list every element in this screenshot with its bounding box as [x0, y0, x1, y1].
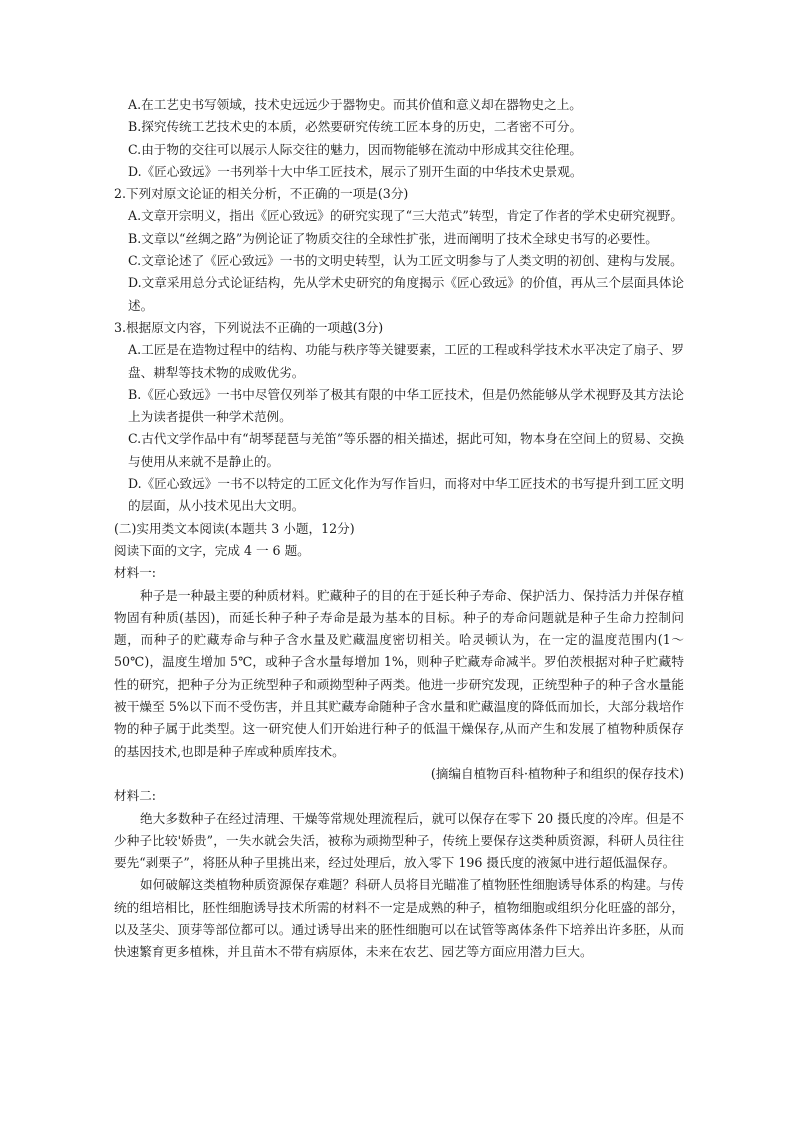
exam-page	[114, 94, 684, 964]
material2-label: 材料二:	[114, 788, 157, 804]
material1-body: 种子是一种最主要的种质材料。贮藏种子的目的在于延长种子寿命、保护活力、保持活力并保存植物固有种质(基因)，而延长种子种子寿命是最为基本的目标。种子的寿命问题就是种子生命力控制问题，而种子的贮藏寿命与种子含水量及贮藏温度密切相关。哈灵顿认为，在一定的温度范围内(1～50℃)，温度生增加 5℃，或种子含水量每增加 1%，则种子贮藏寿命减半。罗伯茨根据对种子贮藏特性的研究，把种子分为正统型种子和顽拗型种子两类。他进一步研究发现，正统型种子的种子含水量能被干燥至 5%以下而不受伤害，并且其贮藏寿命随种子含水量和贮藏温度的降低而加长，大部分栽培作物的种子属于此类型。这一研究使人们开始进行种子的低温干燥保存,从而产生和发展了植物种质保存的基因技术,也即是种子库或种质库技术。	[114, 587, 684, 759]
q3-option-b: B.《匠心致远》一书中尽管仅列举了极其有限的中华工匠技术，但是仍然能够从学术视野及其方法论上为读者提供一种学术范例。	[128, 386, 684, 425]
q2-stem: 2.下列对原文论证的相关分析，不正确的一项是(3分)	[114, 186, 409, 202]
q2-option-c: C.文章论述了《匠心致远》一书的文明史转型，认为工匠文明参与了人类文明的初创、建构与发展。	[128, 253, 683, 269]
material2-paragraph-2: 如何破解这类植物种质资源保存难题？科研人员将目光瞄准了植物胚性细胞诱导体系的构建。与传统的组培相比，胚性细胞诱导技术所需的材料不一定是成熟的种子，植物细胞或组织分化旺盛的部分，以及茎尖、顶芽等部位都可以。通过诱导出来的胚性细胞可以在试管等离体条件下培养出许多胚，从而快速繁育更多植株，并且苗木不带有病原体，未来在农艺、园艺等方面应用潜力巨大。	[114, 877, 684, 960]
material1-source: (摘编自植物百科·植物种子和组织的保存技术)	[430, 765, 684, 781]
q2-option-b: B.文章以“丝绸之路”为例论证了物质交往的全球性扩张，进而阐明了技术全球史书写的必要性。	[128, 230, 658, 246]
q2-option-a: A.文章开宗明义，指出《匠心致远》的研究实现了“三大范式”转型，肯定了作者的学术史研究视野。	[128, 208, 683, 224]
q3-stem: 3.根据原文内容，下列说法不正确的一项越(3分)	[114, 319, 384, 335]
material2-paragraph-1: 绝大多数种子在经过清理、干燥等常规处理流程后，就可以保存在零下 20 摄氏度的冷库。但是不少种子比较'娇贵”，一失水就会失活，被称为顽拗型种子，传统上要保存这类种质资源，科研人员往往要先“剥栗子”，将胚从种子里挑出来，经过处理后，放入零下 196 摄氏度的液氮中进行超低温保存。	[114, 810, 684, 871]
q3-option-d: D.《匠心致远》一书不以特定的工匠文化作为写作旨归，而将对中华工匠技术的书写提升到工匠文明的层面，从小技术见出大文明。	[128, 476, 684, 514]
q3-option-a: A.工匠是在造物过程中的结构、功能与秩序等关键要素，工匠的工程或科学技术水平决定了扇子、罗盘、耕犁等技术物的成败优劣。	[128, 342, 684, 380]
q1-option-c: C.由于物的交往可以展示人际交往的魅力，因而物能够在流动中形成其交往伦理。	[128, 141, 582, 157]
q1-option-b: B.探究传统工艺技术史的本质，必然要研究传统工匠本身的历史，二者密不可分。	[128, 119, 583, 135]
q1-option-a: A.在工艺史书写领域，技术史远远少于器物史。而其价值和意义却在器物史之上。	[128, 97, 582, 112]
q2-option-d: D.文章采用总分式论证结构，先从学术史研究的角度揭示《匠心致远》的价值，再从三个层面具体论述。	[128, 275, 684, 313]
q1-option-d: D.《匠心致远》一书列举十大中华工匠技术，展示了别开生面的中华技术史景观。	[128, 163, 583, 179]
section-instruction: 阅读下面的文字，完成 4 一 6 题。	[114, 542, 310, 558]
q3-option-c: C.古代文学作品中有“胡琴琵琶与羌笛”等乐器的相关描述，据此可知，物本身在空间上的贸易、交换与使用从来就不是静止的。	[128, 431, 684, 469]
section-title: (二)实用类文本阅读(本题共 3 小题，12分)	[114, 520, 355, 536]
material1-label: 材料一:	[114, 565, 157, 581]
